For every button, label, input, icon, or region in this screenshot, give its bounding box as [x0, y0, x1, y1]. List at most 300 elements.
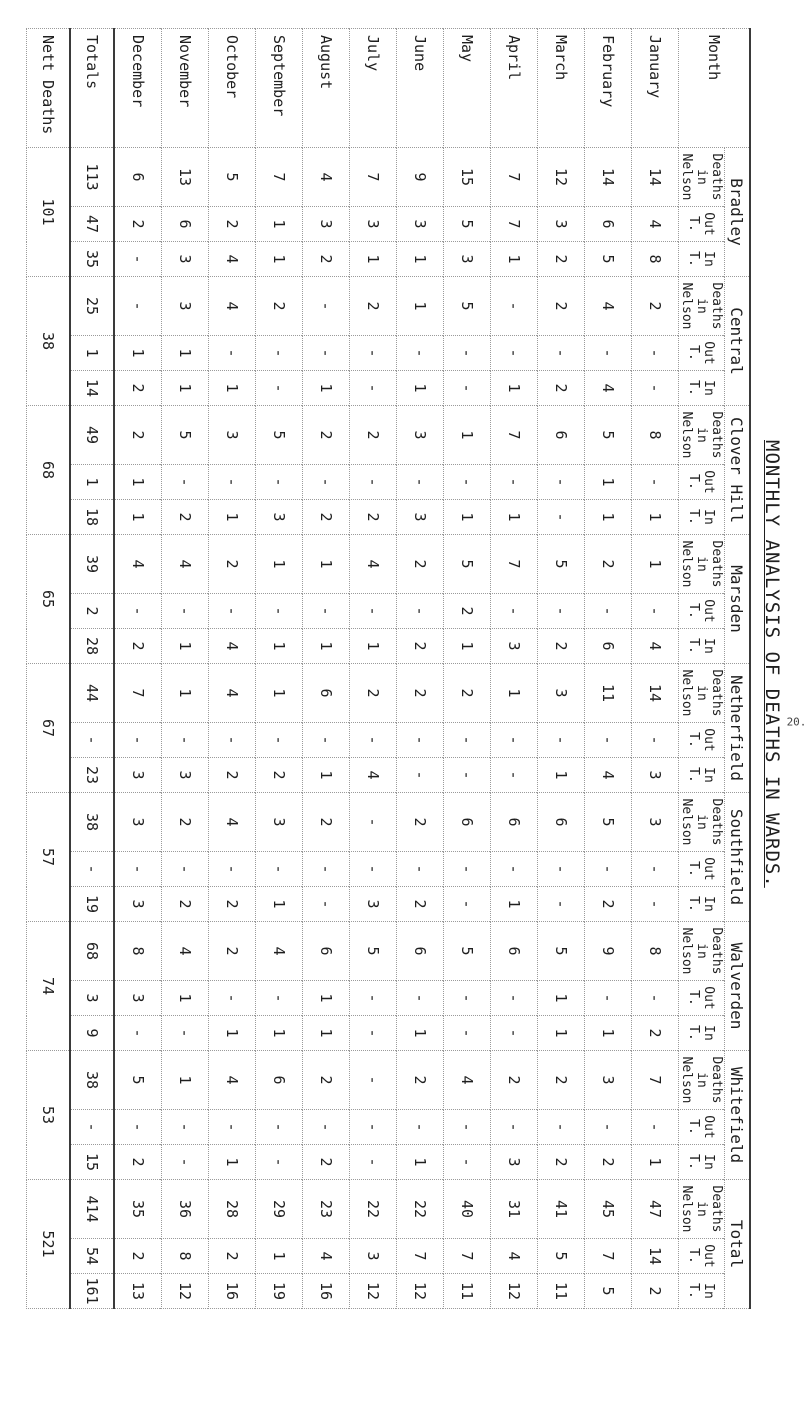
table-cell: -: [397, 336, 444, 371]
row-label: May: [444, 29, 491, 148]
table-cell: 2: [585, 1145, 632, 1180]
table-cell: 4: [632, 207, 679, 242]
table-cell: 8: [632, 406, 679, 465]
table-cell: -: [397, 1110, 444, 1145]
table-cell: 1: [114, 336, 162, 371]
table-cell: 1: [162, 336, 209, 371]
table-cell: 12: [397, 1274, 444, 1309]
table-cell: 1: [397, 277, 444, 336]
table-cell: 40: [444, 1180, 491, 1239]
table-cell: 2: [538, 1145, 585, 1180]
table-cell: 5: [114, 1051, 162, 1110]
table-cell: -: [209, 852, 256, 887]
table-cell: 7: [491, 207, 538, 242]
table-cell: -: [209, 1110, 256, 1145]
table-cell: 6: [585, 629, 632, 664]
table-cell: -: [256, 723, 303, 758]
table-cell: -: [162, 594, 209, 629]
table-cell: 2: [114, 1145, 162, 1180]
table-cell: 1: [162, 629, 209, 664]
table-cell: 7: [350, 148, 397, 207]
table-cell: -: [397, 465, 444, 500]
table-cell: -: [256, 1145, 303, 1180]
table-cell: 1: [114, 465, 162, 500]
table-cell: 2: [114, 1239, 162, 1274]
table-cell: 1: [256, 887, 303, 922]
table-cell: 2: [114, 629, 162, 664]
table-cell: 1: [491, 500, 538, 535]
table-cell: 2: [209, 207, 256, 242]
table-cell: 2: [632, 277, 679, 336]
table-cell: -: [632, 465, 679, 500]
table-cell: 1: [632, 1145, 679, 1180]
table-cell: 1: [491, 371, 538, 406]
table-cell: 9: [397, 148, 444, 207]
nett-deaths-row: [27, 29, 71, 1309]
table-cell: 3: [632, 758, 679, 793]
table-cell: -: [491, 1110, 538, 1145]
month-row-december: [114, 29, 162, 1309]
table-cell: 1: [632, 500, 679, 535]
table-cell: 7: [114, 664, 162, 723]
table-cell: 113: [70, 148, 114, 207]
table-cell: 5: [162, 406, 209, 465]
table-cell: -: [162, 1110, 209, 1145]
table-cell: 8: [632, 922, 679, 981]
deaths-in-nelson-header: Deaths in Nelson: [679, 664, 725, 723]
table-cell: 5: [538, 535, 585, 594]
table-cell: 3: [162, 277, 209, 336]
table-cell: 8: [632, 242, 679, 277]
table-cell: -: [350, 465, 397, 500]
nett-deaths-value: 67: [27, 664, 71, 793]
table-cell: 19: [70, 887, 114, 922]
table-cell: 4: [585, 277, 632, 336]
table-cell: 16: [303, 1274, 350, 1309]
table-cell: 3: [444, 242, 491, 277]
table-cell: 3: [114, 887, 162, 922]
table-cell: 1: [303, 371, 350, 406]
table-cell: 31: [491, 1180, 538, 1239]
table-cell: -: [491, 723, 538, 758]
table-cell: 9: [585, 922, 632, 981]
table-cell: 1: [632, 535, 679, 594]
table-cell: 23: [303, 1180, 350, 1239]
table-cell: 4: [256, 922, 303, 981]
table-cell: -: [162, 723, 209, 758]
table-cell: 23: [70, 758, 114, 793]
table-cell: 2: [444, 664, 491, 723]
table-cell: 1: [256, 664, 303, 723]
table-cell: 1: [303, 629, 350, 664]
table-cell: 4: [350, 535, 397, 594]
table-cell: -: [209, 723, 256, 758]
out-transfers-header: Out T.: [679, 852, 725, 887]
table-cell: -: [538, 723, 585, 758]
table-cell: 2: [70, 594, 114, 629]
table-cell: 2: [209, 887, 256, 922]
deaths-in-nelson-header: Deaths in Nelson: [679, 148, 725, 207]
table-cell: -: [632, 887, 679, 922]
table-cell: -: [114, 277, 162, 336]
table-cell: 2: [162, 793, 209, 852]
table-cell: 36: [162, 1180, 209, 1239]
table-cell: 6: [256, 1051, 303, 1110]
table-cell: 11: [585, 664, 632, 723]
ward-header-clover-hill: Clover Hill: [725, 406, 751, 535]
table-cell: 1: [444, 406, 491, 465]
table-cell: 3: [397, 500, 444, 535]
table-cell: 2: [397, 629, 444, 664]
nett-deaths-value: 74: [27, 922, 71, 1051]
table-cell: 2: [209, 922, 256, 981]
table-cell: -: [444, 1016, 491, 1051]
in-transfers-header: In T.: [679, 1274, 725, 1309]
table-cell: 19: [256, 1274, 303, 1309]
table-cell: -: [444, 852, 491, 887]
table-cell: 1: [209, 371, 256, 406]
table-cell: -: [632, 336, 679, 371]
table-cell: 1: [444, 629, 491, 664]
table-cell: 12: [538, 148, 585, 207]
table-cell: 2: [303, 1145, 350, 1180]
table-cell: -: [350, 852, 397, 887]
table-cell: 5: [585, 1274, 632, 1309]
table-cell: 2: [397, 1051, 444, 1110]
table-cell: 2: [491, 1051, 538, 1110]
table-cell: 6: [303, 664, 350, 723]
table-cell: 5: [444, 277, 491, 336]
table-cell: 3: [162, 242, 209, 277]
table-cell: 22: [350, 1180, 397, 1239]
out-transfers-header: Out T.: [679, 594, 725, 629]
table-cell: 18: [70, 500, 114, 535]
nett-deaths-value: 65: [27, 535, 71, 664]
table-cell: -: [397, 758, 444, 793]
deaths-in-nelson-header: Deaths in Nelson: [679, 406, 725, 465]
table-cell: 5: [256, 406, 303, 465]
table-cell: 12: [350, 1274, 397, 1309]
table-cell: 6: [114, 148, 162, 207]
table-cell: -: [114, 723, 162, 758]
table-cell: 5: [585, 242, 632, 277]
table-cell: -: [585, 981, 632, 1016]
table-cell: -: [632, 852, 679, 887]
table-cell: 3: [491, 629, 538, 664]
table-cell: -: [444, 887, 491, 922]
table-cell: 4: [585, 758, 632, 793]
table-cell: 2: [397, 664, 444, 723]
table-cell: -: [632, 981, 679, 1016]
table-cell: -: [162, 465, 209, 500]
table-cell: 2: [632, 1274, 679, 1309]
table-cell: 5: [444, 535, 491, 594]
in-transfers-header: In T.: [679, 887, 725, 922]
table-cell: -: [70, 852, 114, 887]
month-row-may: [444, 29, 491, 1309]
in-transfers-header: In T.: [679, 500, 725, 535]
ward-header-netherfield: Netherfield: [725, 664, 751, 793]
table-cell: 4: [209, 664, 256, 723]
table-cell: 7: [444, 1239, 491, 1274]
table-cell: 4: [209, 629, 256, 664]
table-cell: 1: [256, 535, 303, 594]
table-cell: 2: [585, 887, 632, 922]
table-cell: -: [632, 1110, 679, 1145]
nett-deaths-value: 521: [27, 1180, 71, 1309]
totals-row: [70, 29, 114, 1309]
table-cell: 161: [70, 1274, 114, 1309]
table-cell: 3: [162, 758, 209, 793]
table-cell: 1: [491, 887, 538, 922]
table-cell: 4: [162, 535, 209, 594]
ward-header-southfield: Southfield: [725, 793, 751, 922]
table-cell: 2: [114, 207, 162, 242]
table-cell: 68: [70, 922, 114, 981]
in-transfers-header: In T.: [679, 629, 725, 664]
table-cell: 2: [350, 277, 397, 336]
table-cell: 2: [397, 887, 444, 922]
table-cell: -: [350, 336, 397, 371]
table-cell: 1: [303, 535, 350, 594]
table-cell: 2: [303, 500, 350, 535]
table-cell: 6: [303, 922, 350, 981]
table-cell: -: [209, 594, 256, 629]
table-cell: -: [350, 1110, 397, 1145]
table-cell: 4: [114, 535, 162, 594]
table-cell: 44: [70, 664, 114, 723]
nett-deaths-value: 68: [27, 406, 71, 535]
table-cell: -: [70, 723, 114, 758]
table-cell: -: [632, 594, 679, 629]
table-cell: 1: [444, 500, 491, 535]
table-cell: 2: [303, 406, 350, 465]
table-cell: 1: [209, 1016, 256, 1051]
table-cell: -: [491, 758, 538, 793]
table-cell: -: [585, 336, 632, 371]
table-cell: 4: [303, 1239, 350, 1274]
table-cell: 2: [209, 758, 256, 793]
month-row-june: [397, 29, 444, 1309]
in-transfers-header: In T.: [679, 371, 725, 406]
table-cell: 38: [70, 1051, 114, 1110]
table-cell: 6: [538, 793, 585, 852]
month-row-january: [632, 29, 679, 1309]
nett-deaths-value: 53: [27, 1051, 71, 1180]
table-cell: 1: [209, 1145, 256, 1180]
table-cell: 6: [491, 793, 538, 852]
out-transfers-header: Out T.: [679, 207, 725, 242]
table-cell: -: [538, 852, 585, 887]
table-cell: 11: [444, 1274, 491, 1309]
table-cell: 2: [162, 500, 209, 535]
table-cell: 3: [256, 500, 303, 535]
table-cell: 3: [350, 887, 397, 922]
table-cell: -: [256, 465, 303, 500]
table-cell: 2: [256, 277, 303, 336]
table-cell: 14: [70, 371, 114, 406]
row-label: October: [209, 29, 256, 148]
deaths-table: [26, 28, 751, 1309]
table-cell: 7: [491, 406, 538, 465]
table-cell: 4: [585, 371, 632, 406]
table-cell: 1: [397, 242, 444, 277]
table-cell: -: [256, 336, 303, 371]
table-cell: 15: [444, 148, 491, 207]
table-cell: -: [114, 594, 162, 629]
deaths-in-nelson-header: Deaths in Nelson: [679, 1051, 725, 1110]
table-cell: 1: [397, 1016, 444, 1051]
deaths-in-nelson-header: Deaths in Nelson: [679, 793, 725, 852]
in-transfers-header: In T.: [679, 242, 725, 277]
table-cell: -: [209, 336, 256, 371]
table-cell: 2: [538, 277, 585, 336]
row-label: April: [491, 29, 538, 148]
row-label: January: [632, 29, 679, 148]
table-cell: 47: [70, 207, 114, 242]
table-cell: 12: [162, 1274, 209, 1309]
table-cell: 5: [585, 793, 632, 852]
table-cell: 2: [209, 1239, 256, 1274]
table-cell: 38: [70, 793, 114, 852]
table-cell: 12: [491, 1274, 538, 1309]
table-cell: 3: [114, 793, 162, 852]
table-cell: 41: [538, 1180, 585, 1239]
table-cell: 6: [538, 406, 585, 465]
table-cell: 3: [350, 207, 397, 242]
table-cell: 2: [256, 758, 303, 793]
deaths-in-nelson-header: Deaths in Nelson: [679, 277, 725, 336]
table-cell: -: [209, 465, 256, 500]
table-cell: 7: [256, 148, 303, 207]
row-label: February: [585, 29, 632, 148]
table-cell: 14: [632, 1239, 679, 1274]
table-cell: -: [538, 887, 585, 922]
table-cell: 3: [397, 406, 444, 465]
table-cell: 4: [209, 242, 256, 277]
month-row-march: [538, 29, 585, 1309]
table-cell: -: [256, 981, 303, 1016]
in-transfers-header: In T.: [679, 758, 725, 793]
table-cell: 1: [538, 1016, 585, 1051]
table-cell: -: [162, 1016, 209, 1051]
in-transfers-header: In T.: [679, 1016, 725, 1051]
table-cell: 2: [303, 1051, 350, 1110]
table-cell: 3: [585, 1051, 632, 1110]
table-cell: 2: [303, 242, 350, 277]
table-cell: 29: [256, 1180, 303, 1239]
table-cell: -: [303, 852, 350, 887]
table-cell: 22: [397, 1180, 444, 1239]
table-cell: 6: [397, 922, 444, 981]
table-cell: 6: [585, 207, 632, 242]
table-cell: 2: [538, 629, 585, 664]
ward-header-whitefield: Whitefield: [725, 1051, 751, 1180]
table-cell: 5: [538, 1239, 585, 1274]
table-cell: 45: [585, 1180, 632, 1239]
table-cell: 1: [114, 500, 162, 535]
table-cell: 1: [162, 1051, 209, 1110]
table-cell: -: [209, 981, 256, 1016]
table-cell: -: [585, 852, 632, 887]
ward-header-bradley: Bradley: [725, 148, 751, 277]
table-cell: 3: [114, 981, 162, 1016]
table-cell: 1: [256, 207, 303, 242]
table-cell: -: [397, 981, 444, 1016]
table-cell: -: [397, 852, 444, 887]
table-cell: -: [350, 1016, 397, 1051]
table-cell: 4: [209, 1051, 256, 1110]
month-row-february: [585, 29, 632, 1309]
month-row-april: [491, 29, 538, 1309]
table-cell: -: [444, 1110, 491, 1145]
table-cell: 7: [585, 1239, 632, 1274]
scan-mark: 20.: [786, 715, 806, 729]
table-cell: 3: [350, 1239, 397, 1274]
table-cell: -: [114, 852, 162, 887]
table-cell: 4: [303, 148, 350, 207]
nett-deaths-value: 101: [27, 148, 71, 277]
table-cell: 1: [70, 465, 114, 500]
table-cell: 25: [70, 277, 114, 336]
table-cell: 7: [397, 1239, 444, 1274]
table-cell: 2: [350, 500, 397, 535]
table-cell: 13: [162, 148, 209, 207]
table-cell: 4: [209, 793, 256, 852]
nett-deaths-value: 38: [27, 277, 71, 406]
table-cell: 14: [632, 148, 679, 207]
table-cell: -: [350, 594, 397, 629]
ward-header-marsden: Marsden: [725, 535, 751, 664]
table-cell: 7: [491, 148, 538, 207]
table-cell: 3: [538, 664, 585, 723]
table-cell: -: [303, 887, 350, 922]
table-cell: 1: [209, 500, 256, 535]
table-cell: 6: [162, 207, 209, 242]
table-cell: -: [350, 1051, 397, 1110]
table-cell: -: [538, 465, 585, 500]
table-cell: 3: [303, 207, 350, 242]
table-cell: 14: [632, 664, 679, 723]
table-cell: 1: [397, 371, 444, 406]
month-header: Month: [679, 29, 751, 148]
table-cell: -: [538, 1110, 585, 1145]
table-cell: 16: [209, 1274, 256, 1309]
table-cell: -: [350, 793, 397, 852]
ward-header-walverden: Walverden: [725, 922, 751, 1051]
table-cell: 1: [303, 1016, 350, 1051]
table-cell: -: [491, 1016, 538, 1051]
table-cell: 5: [585, 406, 632, 465]
table-cell: 49: [70, 406, 114, 465]
table-cell: 414: [70, 1180, 114, 1239]
table-cell: 1: [538, 758, 585, 793]
table-cell: 2: [632, 1016, 679, 1051]
table-cell: 4: [444, 1051, 491, 1110]
table-cell: -: [632, 371, 679, 406]
table-cell: -: [444, 981, 491, 1016]
table-cell: 1: [162, 981, 209, 1016]
table-cell: -: [303, 336, 350, 371]
row-label: Totals: [70, 29, 114, 148]
table-cell: 1: [397, 1145, 444, 1180]
row-label: August: [303, 29, 350, 148]
table-cell: 2: [538, 1051, 585, 1110]
table-cell: 2: [303, 793, 350, 852]
table-cell: 1: [350, 629, 397, 664]
table-cell: -: [70, 1110, 114, 1145]
table-cell: 1: [491, 664, 538, 723]
